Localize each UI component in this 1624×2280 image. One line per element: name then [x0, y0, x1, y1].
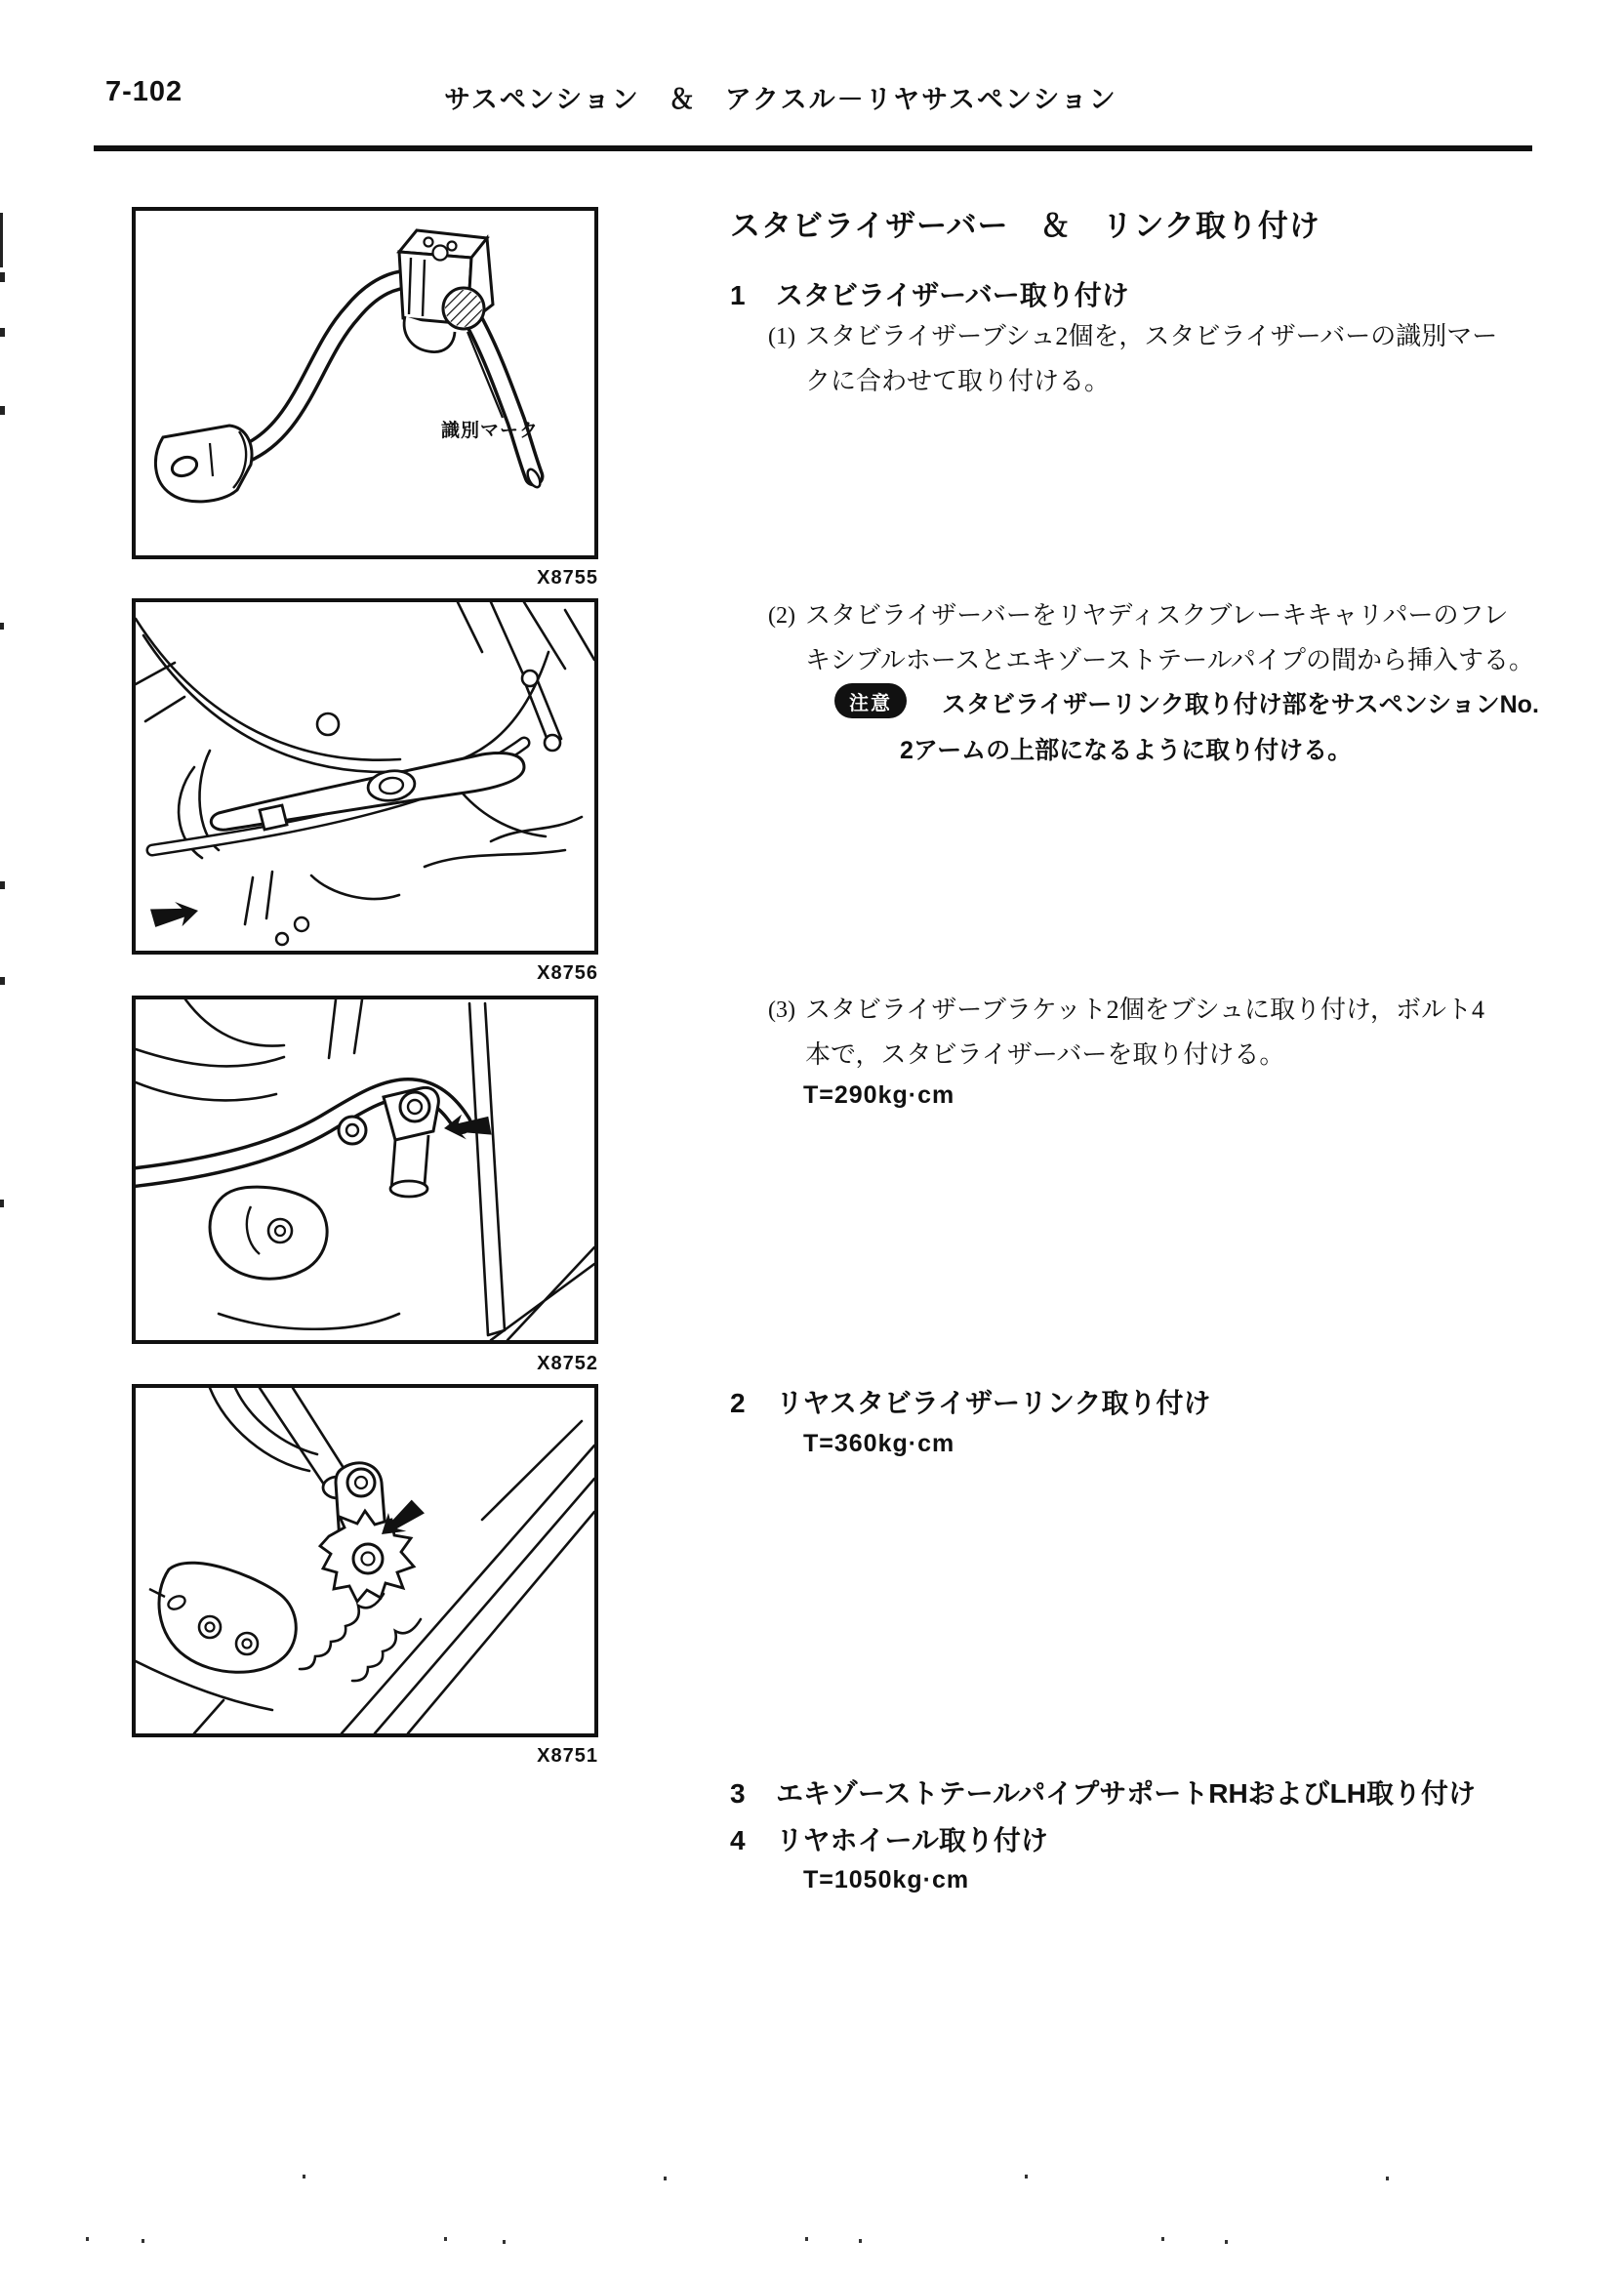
scan-mark	[0, 213, 3, 267]
step-number: (2)	[768, 603, 795, 629]
figure-bracket-install	[132, 996, 598, 1344]
scan-mark	[805, 2237, 808, 2241]
note-text-line: 2アームの上部になるように取り付ける。	[900, 737, 1353, 764]
scan-mark	[0, 272, 5, 282]
scan-mark	[1025, 2175, 1028, 2178]
figure-id-label: X8752	[537, 1353, 598, 1374]
section-title: スタビライザーバー取り付け	[776, 280, 1129, 310]
step-text-line: クに合わせて取り付ける。	[805, 367, 1111, 395]
bracket-illustration	[136, 999, 594, 1340]
figure-id-label: X8756	[537, 962, 598, 984]
stabilizer-bar-illustration	[136, 211, 594, 555]
note-text-line: スタビライザーリンク取り付け部をサスペンションNo.	[942, 691, 1539, 718]
section-title: リヤスタビライザーリンク取り付け	[776, 1388, 1211, 1418]
page-number: 7-102	[105, 76, 183, 107]
figure-id-label: X8751	[537, 1745, 598, 1767]
section-number: 2	[730, 1388, 746, 1418]
figure-underbody-insertion	[132, 598, 598, 955]
step-1	[768, 314, 1497, 404]
scan-mark	[0, 406, 5, 415]
step-text-line: キシブルホースとエキゾーストテールパイプの間から挿入する。	[805, 646, 1534, 674]
section-title: リヤホイール取り付け	[776, 1825, 1048, 1855]
scan-mark	[1386, 2177, 1389, 2180]
scan-mark	[0, 1200, 4, 1207]
torque-value: T=290kg·cm	[803, 1081, 955, 1109]
section-number: 4	[730, 1825, 746, 1855]
header-rule	[94, 145, 1532, 151]
doc-title: スタビライザーバー ＆ リンク取り付け	[730, 209, 1320, 243]
scan-mark	[0, 977, 5, 985]
section-4-heading	[730, 1819, 1048, 1858]
scan-mark	[664, 2177, 667, 2180]
step-number: (1)	[768, 324, 795, 349]
scan-mark	[503, 2240, 506, 2244]
header-title: サスペンション ＆ アクスル－リヤサスペンション	[444, 85, 1117, 114]
torque-value: T=1050kg·cm	[803, 1866, 970, 1893]
scan-mark	[303, 2175, 305, 2178]
figure-callout-label: 識別マーク	[441, 421, 540, 441]
scan-mark	[142, 2239, 144, 2243]
scan-mark	[0, 328, 5, 337]
step-number: (3)	[768, 998, 795, 1023]
section-title: エキゾーストテールパイプサポートRHおよびLH取り付け	[776, 1778, 1477, 1809]
section-1-heading	[730, 274, 1129, 313]
scan-mark	[859, 2239, 862, 2243]
scan-mark	[0, 881, 5, 889]
figure-link-install	[132, 1384, 598, 1737]
note-badge: 注意	[834, 683, 907, 718]
section-number: 3	[730, 1778, 746, 1809]
scan-mark	[1225, 2240, 1228, 2244]
link-illustration	[136, 1388, 594, 1733]
scan-mark	[1161, 2237, 1164, 2241]
step-text-line: 本で，スタビライザーバーを取り付ける。	[805, 1040, 1285, 1069]
black-arrow-icon	[149, 898, 200, 931]
step-2	[768, 593, 1534, 683]
torque-value: T=360kg·cm	[803, 1430, 955, 1457]
step-text-line: スタビライザーブラケット2個をブシュに取り付け，ボルト4	[805, 996, 1485, 1024]
step-text-line: スタビライザーブシュ2個を，スタビライザーバーの識別マー	[805, 322, 1498, 350]
figure-stabilizer-bar	[132, 207, 598, 559]
underbody-illustration	[136, 602, 594, 951]
section-2-heading	[730, 1382, 1210, 1421]
step-3	[768, 988, 1484, 1078]
step-text-line: スタビライザーバーをリヤディスクブレーキキャリパーのフレ	[805, 601, 1509, 630]
scan-mark	[86, 2237, 89, 2241]
scan-mark	[444, 2237, 447, 2241]
hatched-section	[445, 290, 482, 327]
figure-id-label: X8755	[537, 567, 598, 589]
section-3-heading	[730, 1772, 1476, 1812]
section-number: 1	[730, 280, 746, 310]
scan-mark	[0, 623, 4, 630]
